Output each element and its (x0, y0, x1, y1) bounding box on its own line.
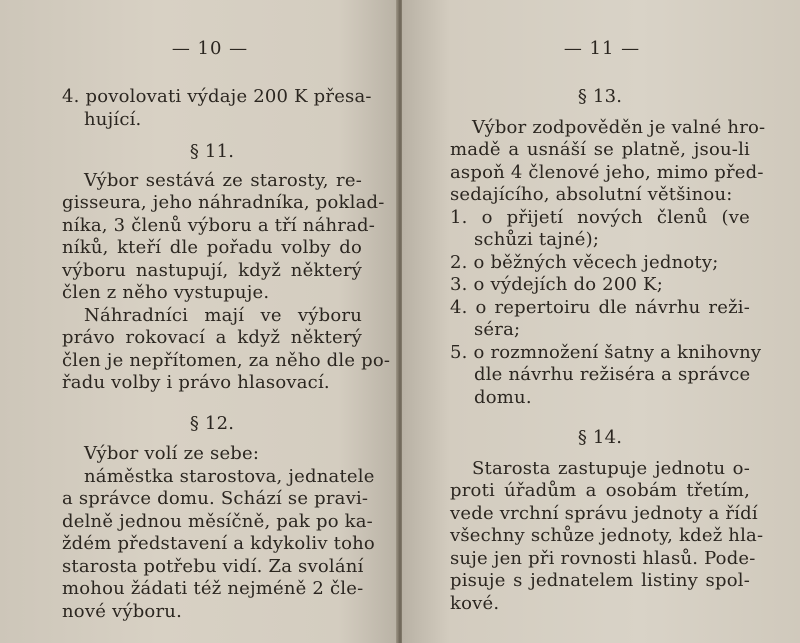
text-line: 4. o repertoiru dle návrhu reži- (450, 296, 750, 318)
text-line: schůzi tajné); (474, 229, 600, 250)
text-line: dle návrhu režiséra a správce (474, 364, 751, 385)
text-line: madě a usnáší se platně, jsou-li (450, 139, 750, 160)
text-line: 3. o výdejích do 200 K; (450, 274, 663, 295)
text-line: všechny schůze jednoty, kdež hla- (450, 525, 764, 546)
section-heading: § 11. (189, 141, 235, 162)
text-line: Výbor volí ze sebe: (84, 443, 260, 464)
text-line: proti úřadům a osobám třetím, (450, 480, 750, 501)
text-line: starosta potřebu vidí. Za svolání (62, 555, 364, 577)
text-line: nové výboru. (62, 600, 182, 622)
text-line: domu. (474, 386, 532, 408)
text-line: 1. o přijetí nových členů (ve (450, 206, 750, 228)
text-line: suje jen při rovnosti hlasů. Pode- (450, 547, 756, 569)
text-line: Starosta zastupuje jednotu o- (472, 457, 750, 479)
left-page (0, 0, 398, 643)
text-line: výboru nastupují, když některý (62, 259, 362, 281)
text-line: 4. povolovati výdaje 200 K přesa- (62, 86, 372, 107)
right-page (402, 0, 800, 643)
text-line: člen je nepřítomen, za něho dle po- (62, 349, 391, 371)
text-line: 5. o rozmnožení šatny a knihovny (450, 341, 762, 363)
text-line: ždém představení a kdykoliv toho (62, 533, 375, 554)
text-line: Výbor sestává ze starosty, re- (84, 169, 362, 191)
right-page-text (450, 86, 766, 615)
text-line: kové. (450, 592, 500, 614)
section-heading: § 14. (577, 427, 623, 448)
text-line: 2. o běžných věcech jednoty; (450, 251, 719, 273)
section-heading: § 13. (577, 86, 623, 107)
page-number-left: — 10 — (171, 38, 249, 59)
text-line: řadu volby i právo hlasovací. (62, 372, 330, 393)
text-line: mohou žádati též nejméně 2 čle- (62, 578, 364, 599)
text-line: gisseura, jeho náhradníka, poklad- (62, 192, 385, 213)
text-line: níka, 3 členů výboru a tří náhrad- (62, 214, 376, 236)
text-line: pisuje s jednatelem listiny spol- (450, 570, 750, 591)
text-line: níků, kteří dle pořadu volby do (62, 237, 362, 258)
text-line: delně jednou měsíčně, pak po ka- (62, 510, 373, 532)
text-line: hující. (84, 108, 142, 130)
text-line: vede vrchní správu jednoty a řídí (450, 502, 758, 524)
text-line: Náhradníci mají ve výboru (84, 304, 362, 326)
left-page-text (62, 86, 391, 623)
text-line: Výbor zodpověděn je valné hro- (472, 116, 766, 138)
text-line: aspoň 4 členové jeho, mimo před- (450, 161, 764, 183)
text-line: právo rokovací a když některý (62, 327, 362, 348)
text-line: séra; (474, 319, 521, 340)
section-heading: § 12. (189, 412, 235, 434)
text-line: a správce domu. Schází se pravi- (62, 488, 369, 509)
page-number-right: — 11 — (563, 38, 641, 59)
text-line: náměstka starostova, jednatele (84, 465, 375, 487)
text-line: sedajícího, absolutní většinou: (450, 184, 733, 205)
text-line: člen z něho vystupuje. (62, 282, 270, 303)
